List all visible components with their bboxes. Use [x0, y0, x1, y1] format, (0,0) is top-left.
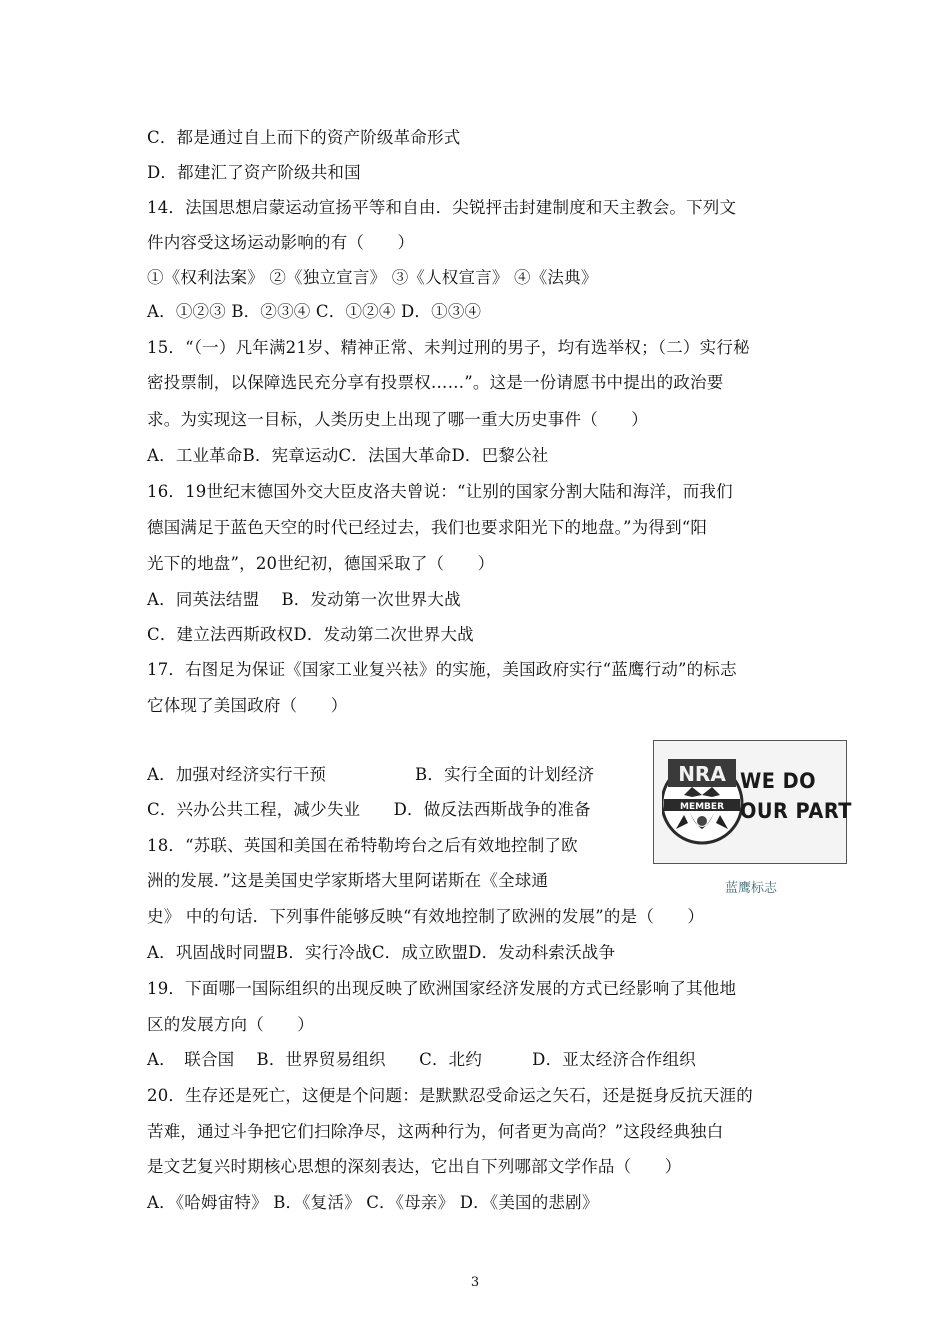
- text-line: A．①②③ B．②③④ C．①②④ D．①③④: [147, 302, 482, 321]
- text-line: A． 联合国 B．世界贸易组织 C．北约 D．亚太经济合作组织: [147, 1050, 696, 1069]
- text-line: 光下的地盘”，20世纪初，德国采取了（ ）: [147, 554, 495, 573]
- text-line: 求。为实现这一目标，人类历史上出现了哪一重大历史事件（ ）: [147, 410, 648, 429]
- slogan-line2: OUR PART: [740, 799, 852, 823]
- text-line: 区的发展方向（ ）: [147, 1015, 314, 1034]
- text-line: C．建立法西斯政权D．发动第二次世界大战: [147, 625, 474, 644]
- badge-text: NRA: [678, 762, 726, 786]
- figure-caption: 蓝鹰标志: [725, 881, 778, 896]
- text-line: 它体现了美国政府（ ）: [147, 696, 348, 715]
- text-line: 16．19世纪末德国外交大臣皮洛夫曾说：“让别的国家分割大陆和海洋，而我们: [147, 482, 733, 501]
- text-line: 15．“（一）凡年满21岁、精神正常、未判过刑的男子，均有选举权；（二）实行秘: [147, 338, 750, 357]
- text-line: A．巩固战时同盟B．实行冷战C．成立欧盟D．发动科索沃战争: [147, 943, 616, 962]
- text-line: 20．生存还是死亡，这便是个问题：是默默忍受命运之矢石，还是挺身反抗天涯的: [147, 1086, 753, 1105]
- text-line: 是文艺复兴时期核心思想的深刻表达，它出自下列哪部文学作品（ ）: [147, 1157, 682, 1176]
- text-line: 密投票制，以保障选民充分享有投票权……”。这是一份请愿书中提出的政治要: [147, 373, 724, 392]
- page-number: 3: [470, 1275, 480, 1290]
- text-line: 19．下面哪一国际组织的出现反映了欧洲国家经济发展的方式已经影响了其他地: [147, 979, 737, 998]
- text-line: 苦难，通过斗争把它们扫除净尽，这两种行为，何者更为高尚？”这段经典独白: [147, 1122, 724, 1141]
- text-line: 件内容受这场运动影响的有（ ）: [147, 233, 415, 252]
- text-line: A．工业革命B．宪章运动C．法国大革命D．巴黎公社: [147, 446, 549, 465]
- text-line: 17．右图足为保证《国家工业复兴袪》的实施，美国政府实行“蓝鹰行动”的标志: [147, 660, 737, 679]
- text-line: C．兴办公共工程，减少失业 D．做反法西斯战争的准备: [147, 800, 591, 819]
- text-line: 14．法国思想启蒙运动宣扬平等和自由．尖锐抨击封建制度和天主教会。下列文: [147, 198, 737, 217]
- text-line: 德国满足于蓝色天空的时代已经过去，我们也要求阳光下的地盘。”为得到“阳: [147, 518, 708, 537]
- text-line: ①《权利法案》 ②《独立宣言》 ③《人权宣言》 ④《法典》: [147, 268, 598, 287]
- text-line: A．同英法结盟 B．发动第一次世界大战: [147, 590, 461, 609]
- text-line: 史》 中的句话．下列事件能够反映“有效地控制了欧洲的发展”的是（ ）: [147, 907, 705, 926]
- blue-eagle-figure: [653, 740, 852, 864]
- text-line: A．加强对经济实行干预 B．实行全面的计划经济: [147, 765, 595, 784]
- text-line: 18．“苏联、英国和美国在希特勒垮台之后有效地控制了欧: [147, 836, 578, 855]
- text-line: 洲的发展．”这是美国史学家斯塔大里阿诺斯在《全球通: [147, 871, 549, 890]
- text-line: D．都建汇了资产阶级共和国: [147, 163, 361, 182]
- badge-member: MEMBER: [680, 802, 724, 812]
- text-line: C．都是通过自上而下的资产阶级革命形式: [147, 128, 461, 147]
- slogan-line1: WE DO: [740, 769, 817, 793]
- text-line: A．《哈姆宙特》 B．《复活》 C．《母亲》 D．《美国的悲剧》: [147, 1193, 599, 1212]
- blue-eagle-icon: [662, 751, 752, 851]
